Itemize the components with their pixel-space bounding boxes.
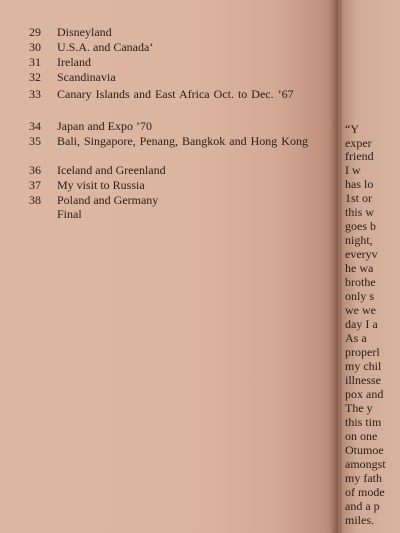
toc-number: 36 (29, 163, 41, 177)
text-line: illnesse (345, 373, 381, 387)
toc-title: My visit to Russia (57, 178, 145, 192)
text-line: he wa (345, 261, 374, 275)
text-line: day I a (345, 317, 378, 331)
toc-number: 29 (29, 25, 41, 39)
text-line: “Y (345, 122, 359, 136)
text-line: Otumoe (345, 443, 384, 457)
text-line: and a p (345, 499, 380, 513)
toc-title: Japan and Expo ’70 (57, 119, 152, 133)
text-line: The y (345, 401, 373, 415)
toc-number: 35 (29, 134, 41, 148)
text-line: I w (345, 163, 361, 177)
text-line: exper (345, 136, 372, 150)
toc-title: Poland and Germany (57, 193, 159, 207)
text-line: brothe (345, 275, 376, 289)
text-line: has lo (345, 177, 374, 191)
right-page (342, 0, 400, 533)
toc-number: 34 (29, 119, 41, 133)
text-line: night, (345, 233, 373, 247)
text-line: my fath (345, 471, 382, 485)
text-line: everyv (345, 247, 378, 261)
toc-title: Iceland and Greenland (57, 163, 166, 177)
toc-title: Canary Islands and East Africa Oct. to Dec. ’67 (57, 87, 294, 101)
text-line: properl (345, 345, 380, 359)
text-line: this w (345, 205, 375, 219)
toc-number: 30 (29, 40, 41, 54)
toc-number: 37 (29, 178, 41, 192)
text-line: pox and (345, 387, 384, 401)
toc-title: Bali, Singapore, Penang, Bangkok and Hong Kong (57, 134, 308, 148)
text-line: 1st or (345, 191, 372, 205)
toc-title: U.S.A. and Canadaʻ (57, 40, 154, 54)
toc-number: 32 (29, 70, 41, 84)
text-line: amongst (345, 457, 386, 471)
toc-number: 33 (29, 87, 41, 101)
toc-title: Ireland (57, 55, 91, 69)
toc-title: Scandinavia (57, 70, 116, 84)
text-line: miles. (345, 513, 374, 527)
toc-title: Disneyland (57, 25, 112, 39)
text-line: my chil (345, 359, 382, 373)
toc-title: Final (57, 207, 82, 221)
text-line: this tim (345, 415, 382, 429)
text-line: only s (345, 289, 375, 303)
toc-number: 38 (29, 193, 41, 207)
toc-number: 31 (29, 55, 41, 69)
text-line: we we (345, 303, 376, 317)
text-line: friend (345, 149, 374, 163)
text-line: As a (345, 331, 367, 345)
text-line: of mode (345, 485, 385, 499)
text-line: goes b (345, 219, 376, 233)
text-line: on one (345, 429, 378, 443)
